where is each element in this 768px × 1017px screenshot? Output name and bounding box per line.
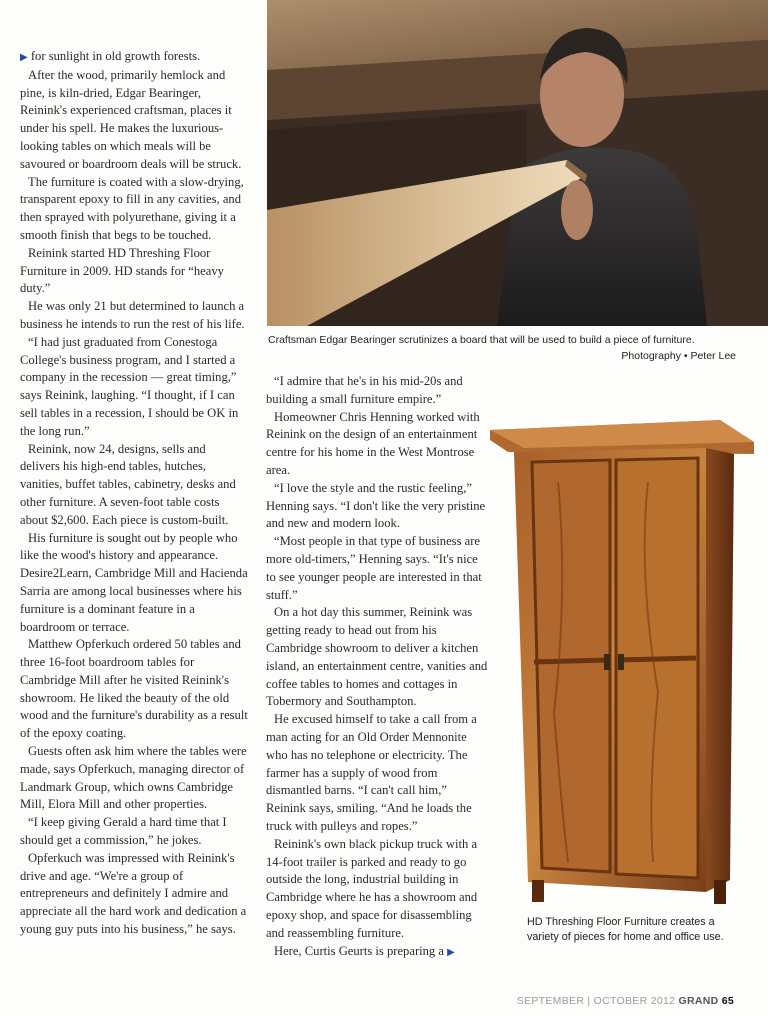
paragraph: Homeowner Chris Henning worked with Reinink on the design of an entertainment centre for his home in the West Montrose area. (266, 409, 480, 477)
paragraph: His furniture is sought out by people who like the wood's history and appearance. Desire2Learn, Cambridge Mill and Hacienda Sarria are among local businesses where his furniture is a dominant feature in a boardroom or terrace. (20, 530, 248, 634)
cabinet-illustration (488, 392, 756, 907)
page-footer (517, 995, 734, 1007)
paragraph: He excused himself to take a call from a man acting for an Old Order Mennonite who has no telephone or electricity. The farmer has a supply of wood from dismantled barns. “I can't call him,” Reinink says, smiling. “And he loads the truck with pulleys and ropes.” (266, 712, 477, 833)
paragraph: Reinink started HD Threshing Floor Furniture in 2009. HD stands for “heavy duty.” (20, 245, 224, 296)
paragraph: “I had just graduated from Conestoga College's business program, and I started a company in the recession — great timing,” says Reinink, laughing. “I thought, if I can sell tables in a recession, I should be OK in the long run.” (20, 334, 239, 438)
paragraph: On a hot day this summer, Reinink was getting ready to head out from his Cambridge showroom to deliver a kitchen island, an entertainment centre, vanities and coffee tables to homes and cottages in Tobermory and Southampton. (266, 605, 488, 709)
paragraph: Opferkuch was impressed with Reinink's drive and age. “We're a group of entrepreneurs and definitely I admire and appreciate all the hard work and dedication a young guy puts into his business,” he says. (20, 850, 247, 937)
paragraph: “I keep giving Gerald a hard time that I should get a commission,” he jokes. (20, 815, 227, 848)
paragraph: The furniture is coated with a slow-drying, transparent epoxy to fill in any cavities, and then sprayed with polyurethane, giving it a smooth finish that begs to be touched. (20, 174, 244, 242)
article-middle-column (266, 373, 488, 961)
paragraph: “Most people in that type of business are more old-timers,” Henning says. “It's nice to see younger people are interested in that stuff.” (266, 534, 482, 602)
cabinet-photo (488, 392, 756, 907)
cabinet-caption: HD Threshing Floor Furniture creates a variety of pieces for home and office use. (527, 916, 724, 943)
issue-date: SEPTEMBER | OCTOBER 2012 (516, 995, 676, 1007)
craftsman-photo-illustration (267, 0, 768, 326)
paragraph-text: for sunlight in old growth forests. (30, 49, 201, 63)
continue-arrow-icon: ▶ (20, 52, 28, 63)
paragraph: Matthew Opferkuch ordered 50 tables and three 16-foot boardroom tables for Cambridge Mill after he visited Reinink's showroom. He liked the beauty of the old wood and the furniture's durability as a result of the epoxy coating. (20, 637, 248, 741)
paragraph-text: Here, Curtis Geurts is preparing a (274, 943, 444, 958)
paragraph: “I love the style and the rustic feeling,” Henning says. “I don't like the very pristine and new and modern look. (266, 480, 486, 531)
photo-caption: Craftsman Edgar Bearinger scrutinizes a board that will be used to build a piece of furniture. (268, 334, 695, 346)
paragraph: Reinink, now 24, designs, sells and delivers his high-end tables, hutches, vanities, buffet tables, cabinetry, desks and other furniture. A seven-foot table costs about $2,600. Each piece is custom-built. (20, 441, 236, 527)
page-number: 65 (721, 995, 734, 1007)
magazine-name: GRAND (678, 995, 719, 1007)
paragraph: “I admire that he's in his mid-20s and building a small furniture empire.” (266, 374, 463, 406)
craftsman-photo (267, 0, 768, 326)
paragraph (20, 48, 248, 67)
article-left-column (20, 48, 248, 939)
photo-credit: Photography • Peter Lee (621, 350, 736, 362)
paragraph: Reinink's own black pickup truck with a 14-foot trailer is parked and ready to go outside the long, industrial building in Cambridge where he has a showroom and epoxy shop, and space for disassembling and reassembling furniture. (266, 836, 478, 940)
paragraph: Guests often ask him where the tables were made, says Opferkuch, managing director of Landmark Group, which owns Cambridge Mill, Elora Mill and other properties. (20, 744, 247, 812)
paragraph: After the wood, primarily hemlock and pine, is kiln-dried, Edgar Bearinger, Reinink's experienced craftsman, places it under his spell. He makes the luxurious-looking tables on which meals will be savoured or boardroom deals will be struck. (20, 67, 242, 171)
paragraph: He was only 21 but determined to launch a business he intends to run the rest of his life. (20, 299, 245, 331)
continue-arrow-icon: ▶ (447, 946, 455, 958)
paragraph (266, 943, 488, 962)
